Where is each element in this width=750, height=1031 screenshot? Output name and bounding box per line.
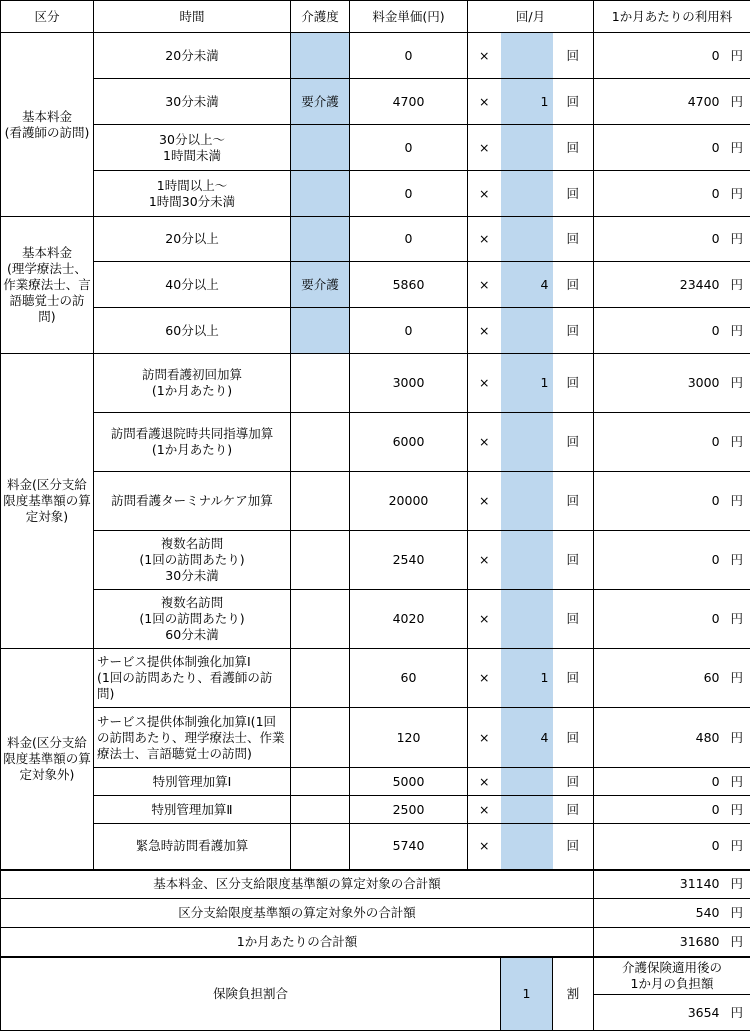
kai-unit: 回 bbox=[553, 472, 594, 531]
row-count-input[interactable]: 1 bbox=[501, 649, 553, 708]
total-value: 31140 bbox=[594, 870, 724, 899]
row-time: 20分未満 bbox=[94, 33, 291, 79]
row-monthly: 0 bbox=[594, 125, 724, 171]
row-count-input[interactable] bbox=[501, 308, 553, 354]
row-price: 4700 bbox=[350, 79, 468, 125]
yen-unit: 円 bbox=[724, 995, 750, 1031]
row-time: 30分未満 bbox=[94, 79, 291, 125]
row-price: 5860 bbox=[350, 262, 468, 308]
total-label: 基本料金、区分支給限度基準額の算定対象の合計額 bbox=[1, 870, 594, 899]
row-time: 複数名訪問 (1回の訪問あたり) 60分未満 bbox=[94, 590, 291, 649]
group-label-g2: 基本料金 (理学療法士、作業療法士、言語聴覚士の訪問) bbox=[1, 217, 94, 354]
row-price: 0 bbox=[350, 125, 468, 171]
row-time: 40分以上 bbox=[94, 262, 291, 308]
header-jikan: 時間 bbox=[94, 1, 291, 33]
row-care-level bbox=[291, 824, 350, 870]
wari-unit: 割 bbox=[553, 957, 594, 1031]
row-time: 訪問看護退院時共同指導加算 (1か月あたり) bbox=[94, 413, 291, 472]
kai-unit: 回 bbox=[553, 33, 594, 79]
row-monthly: 4700 bbox=[594, 79, 724, 125]
row-price: 5740 bbox=[350, 824, 468, 870]
row-monthly: 0 bbox=[594, 217, 724, 262]
kai-unit: 回 bbox=[553, 590, 594, 649]
total-row bbox=[1, 899, 750, 928]
row-price: 120 bbox=[350, 708, 468, 768]
row-count-input[interactable]: 4 bbox=[501, 262, 553, 308]
row-monthly: 0 bbox=[594, 824, 724, 870]
row-care-level[interactable] bbox=[291, 308, 350, 354]
row-time: 訪問看護ターミナルケア加算 bbox=[94, 472, 291, 531]
kai-unit: 回 bbox=[553, 262, 594, 308]
times-symbol: × bbox=[468, 413, 501, 472]
table-row bbox=[1, 308, 750, 354]
group-label-g3: 料金(区分支給限度基準額の算定対象) bbox=[1, 354, 94, 649]
table-row bbox=[1, 472, 750, 531]
times-symbol: × bbox=[468, 796, 501, 824]
times-symbol: × bbox=[468, 308, 501, 354]
table-row bbox=[1, 708, 750, 768]
total-row bbox=[1, 870, 750, 899]
yen-unit: 円 bbox=[724, 708, 750, 768]
row-count-input[interactable] bbox=[501, 796, 553, 824]
row-time: 20分以上 bbox=[94, 217, 291, 262]
yen-unit: 円 bbox=[724, 768, 750, 796]
burden-ratio-input[interactable]: 1 bbox=[501, 957, 553, 1031]
row-time: 緊急時訪問看護加算 bbox=[94, 824, 291, 870]
row-price: 0 bbox=[350, 171, 468, 217]
row-count-input[interactable] bbox=[501, 33, 553, 79]
row-monthly: 0 bbox=[594, 768, 724, 796]
row-price: 4020 bbox=[350, 590, 468, 649]
times-symbol: × bbox=[468, 217, 501, 262]
table-row bbox=[1, 413, 750, 472]
row-count-input[interactable] bbox=[501, 531, 553, 590]
times-symbol: × bbox=[468, 33, 501, 79]
row-time: 複数名訪問 (1回の訪問あたり) 30分未満 bbox=[94, 531, 291, 590]
yen-unit: 円 bbox=[724, 590, 750, 649]
row-price: 3000 bbox=[350, 354, 468, 413]
row-price: 60 bbox=[350, 649, 468, 708]
yen-unit: 円 bbox=[724, 796, 750, 824]
row-care-level bbox=[291, 413, 350, 472]
kai-unit: 回 bbox=[553, 796, 594, 824]
kai-unit: 回 bbox=[553, 824, 594, 870]
yen-unit: 円 bbox=[724, 899, 750, 928]
table-row bbox=[1, 768, 750, 796]
kai-unit: 回 bbox=[553, 413, 594, 472]
total-value: 540 bbox=[594, 899, 724, 928]
row-time: 特別管理加算Ⅱ bbox=[94, 796, 291, 824]
yen-unit: 円 bbox=[724, 413, 750, 472]
row-price: 20000 bbox=[350, 472, 468, 531]
times-symbol: × bbox=[468, 708, 501, 768]
table-row bbox=[1, 590, 750, 649]
yen-unit: 円 bbox=[724, 308, 750, 354]
row-care-level[interactable] bbox=[291, 171, 350, 217]
row-monthly: 0 bbox=[594, 472, 724, 531]
row-price: 2500 bbox=[350, 796, 468, 824]
total-value: 31680 bbox=[594, 928, 724, 957]
times-symbol: × bbox=[468, 649, 501, 708]
times-symbol: × bbox=[468, 262, 501, 308]
row-care-level bbox=[291, 708, 350, 768]
row-care-level[interactable]: 要介護 bbox=[291, 262, 350, 308]
table-row bbox=[1, 531, 750, 590]
yen-unit: 円 bbox=[724, 649, 750, 708]
row-time: 30分以上～ 1時間未満 bbox=[94, 125, 291, 171]
row-count-input[interactable] bbox=[501, 590, 553, 649]
row-monthly: 0 bbox=[594, 413, 724, 472]
header-kaisu: 回/月 bbox=[468, 1, 594, 33]
yen-unit: 円 bbox=[724, 262, 750, 308]
row-care-level[interactable] bbox=[291, 33, 350, 79]
table-row bbox=[1, 354, 750, 413]
yen-unit: 円 bbox=[724, 928, 750, 957]
row-monthly: 480 bbox=[594, 708, 724, 768]
table-row bbox=[1, 824, 750, 870]
total-label: 区分支給限度基準額の算定対象外の合計額 bbox=[1, 899, 594, 928]
times-symbol: × bbox=[468, 472, 501, 531]
yen-unit: 円 bbox=[724, 531, 750, 590]
yen-unit: 円 bbox=[724, 354, 750, 413]
row-count-input[interactable] bbox=[501, 472, 553, 531]
row-price: 0 bbox=[350, 308, 468, 354]
row-time: 60分以上 bbox=[94, 308, 291, 354]
row-time: サービス提供体制強化加算Ⅰ (1回の訪問あたり、看護師の訪問) bbox=[94, 649, 291, 708]
row-care-level bbox=[291, 472, 350, 531]
row-monthly: 0 bbox=[594, 531, 724, 590]
kai-unit: 回 bbox=[553, 217, 594, 262]
row-price: 0 bbox=[350, 33, 468, 79]
row-count-input[interactable] bbox=[501, 824, 553, 870]
kai-unit: 回 bbox=[553, 308, 594, 354]
row-price: 2540 bbox=[350, 531, 468, 590]
row-count-input[interactable]: 1 bbox=[501, 354, 553, 413]
row-count-input[interactable]: 1 bbox=[501, 79, 553, 125]
table-row bbox=[1, 649, 750, 708]
row-time: 訪問看護初回加算 (1か月あたり) bbox=[94, 354, 291, 413]
times-symbol: × bbox=[468, 768, 501, 796]
yen-unit: 円 bbox=[724, 171, 750, 217]
times-symbol: × bbox=[468, 125, 501, 171]
yen-unit: 円 bbox=[724, 472, 750, 531]
kai-unit: 回 bbox=[553, 649, 594, 708]
row-count-input[interactable] bbox=[501, 413, 553, 472]
table-row bbox=[1, 796, 750, 824]
row-monthly: 3000 bbox=[594, 354, 724, 413]
kai-unit: 回 bbox=[553, 125, 594, 171]
row-care-level bbox=[291, 354, 350, 413]
kai-unit: 回 bbox=[553, 531, 594, 590]
header-kaigodo: 介護度 bbox=[291, 1, 350, 33]
total-row bbox=[1, 928, 750, 957]
header-tanka: 料金単価(円) bbox=[350, 1, 468, 33]
table-row bbox=[1, 33, 750, 79]
header-kubun: 区分 bbox=[1, 1, 94, 33]
burden-label: 保険負担割合 bbox=[1, 957, 501, 1031]
row-monthly: 0 bbox=[594, 308, 724, 354]
times-symbol: × bbox=[468, 79, 501, 125]
row-care-level bbox=[291, 768, 350, 796]
row-care-level bbox=[291, 531, 350, 590]
row-monthly: 0 bbox=[594, 171, 724, 217]
row-count-input[interactable] bbox=[501, 768, 553, 796]
times-symbol: × bbox=[468, 171, 501, 217]
row-monthly: 0 bbox=[594, 33, 724, 79]
times-symbol: × bbox=[468, 590, 501, 649]
group-label-g1: 基本料金 (看護師の訪問) bbox=[1, 33, 94, 217]
table-row bbox=[1, 217, 750, 262]
yen-unit: 円 bbox=[724, 33, 750, 79]
times-symbol: × bbox=[468, 531, 501, 590]
table-row bbox=[1, 125, 750, 171]
row-count-input[interactable] bbox=[501, 171, 553, 217]
table-row bbox=[1, 79, 750, 125]
row-count-input[interactable]: 4 bbox=[501, 708, 553, 768]
table-row bbox=[1, 262, 750, 308]
row-time: 1時間以上～ 1時間30分未満 bbox=[94, 171, 291, 217]
row-monthly: 0 bbox=[594, 796, 724, 824]
row-price: 0 bbox=[350, 217, 468, 262]
row-price: 6000 bbox=[350, 413, 468, 472]
row-care-level bbox=[291, 590, 350, 649]
after-burden-label: 介護保険適用後の 1か月の負担額 bbox=[594, 957, 750, 995]
header-monthly: 1か月あたりの利用料 bbox=[594, 1, 750, 33]
row-care-level[interactable]: 要介護 bbox=[291, 79, 350, 125]
row-care-level[interactable] bbox=[291, 125, 350, 171]
row-time: サービス提供体制強化加算Ⅰ(1回の訪問あたり、理学療法士、作業療法士、言語聴覚士の訪問) bbox=[94, 708, 291, 768]
yen-unit: 円 bbox=[724, 870, 750, 899]
yen-unit: 円 bbox=[724, 217, 750, 262]
after-burden-value: 3654 bbox=[594, 995, 724, 1031]
row-care-level bbox=[291, 649, 350, 708]
kai-unit: 回 bbox=[553, 708, 594, 768]
times-symbol: × bbox=[468, 354, 501, 413]
yen-unit: 円 bbox=[724, 125, 750, 171]
row-monthly: 60 bbox=[594, 649, 724, 708]
row-monthly: 23440 bbox=[594, 262, 724, 308]
group-label-g4: 料金(区分支給限度基準額の算定対象外) bbox=[1, 649, 94, 870]
row-count-input[interactable] bbox=[501, 217, 553, 262]
kai-unit: 回 bbox=[553, 768, 594, 796]
table-row bbox=[1, 171, 750, 217]
row-care-level bbox=[291, 796, 350, 824]
kai-unit: 回 bbox=[553, 79, 594, 125]
kai-unit: 回 bbox=[553, 354, 594, 413]
header-row bbox=[1, 1, 750, 33]
times-symbol: × bbox=[468, 824, 501, 870]
row-price: 5000 bbox=[350, 768, 468, 796]
kai-unit: 回 bbox=[553, 171, 594, 217]
row-monthly: 0 bbox=[594, 590, 724, 649]
row-count-input[interactable] bbox=[501, 125, 553, 171]
row-care-level[interactable] bbox=[291, 217, 350, 262]
total-label: 1か月あたりの合計額 bbox=[1, 928, 594, 957]
burden-row bbox=[1, 957, 750, 995]
yen-unit: 円 bbox=[724, 824, 750, 870]
row-time: 特別管理加算Ⅰ bbox=[94, 768, 291, 796]
yen-unit: 円 bbox=[724, 79, 750, 125]
